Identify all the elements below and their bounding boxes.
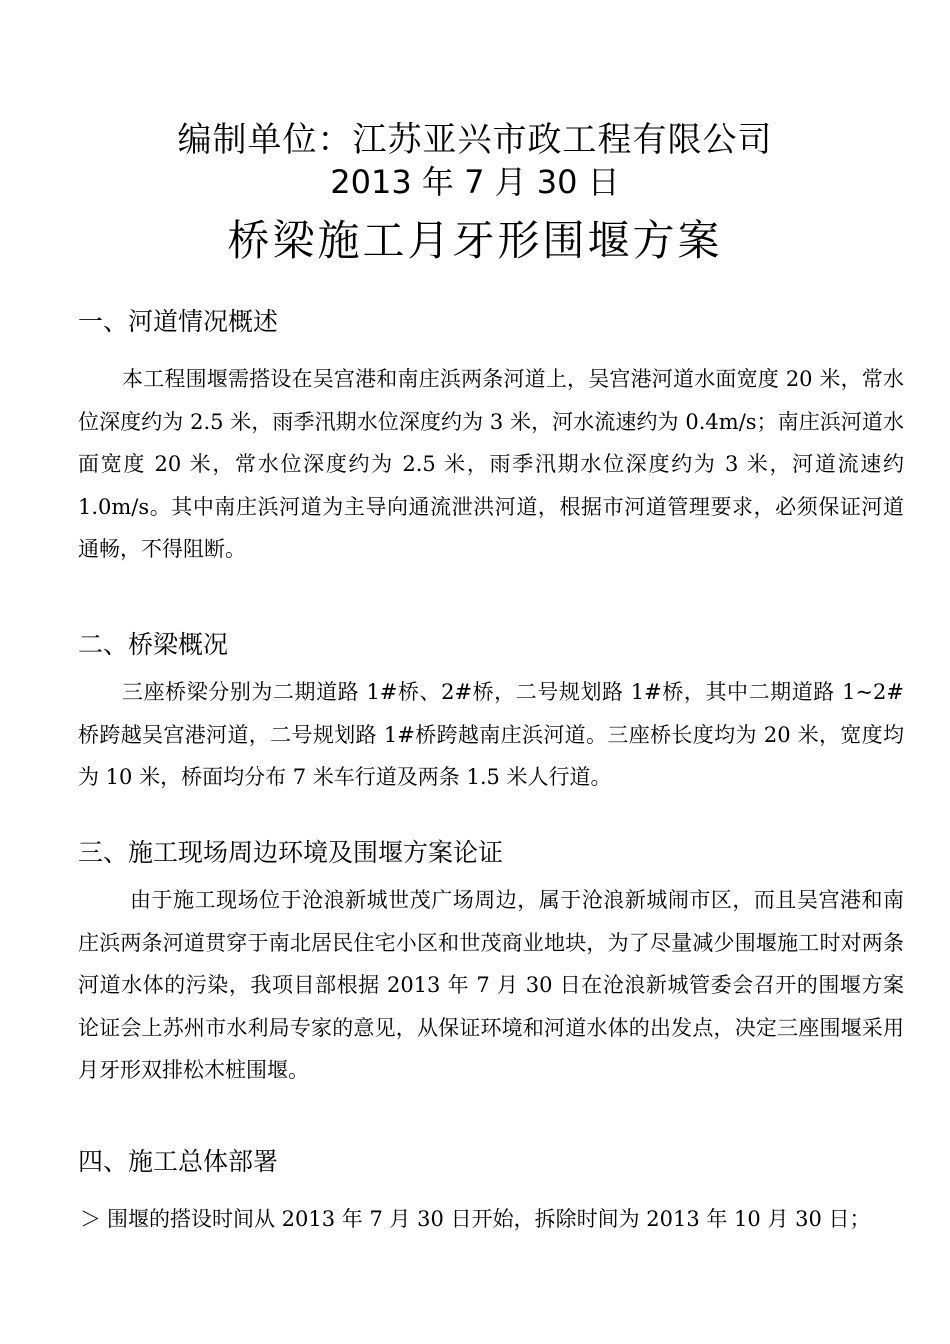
bullet-item: [80, 1201, 906, 1237]
bullet-marker: ＞: [80, 1207, 101, 1231]
organization-line: 编制单位：江苏亚兴市政工程有限公司: [177, 120, 773, 160]
document-date: 2013 年 7 月 30 日: [330, 163, 620, 201]
bullet-text: 围堰的搭设时间从 2013 年 7 月 30 日开始，拆除时间为 2013 年 10 月 30 日；: [107, 1207, 871, 1231]
document-title: 桥梁施工月牙形围堰方案: [227, 216, 723, 265]
section-heading-2: 二、桥梁概况: [78, 630, 229, 659]
section-heading-1: 一、河道情况概述: [78, 307, 279, 336]
section-paragraph-1: 本工程围堰需搭设在吴宫港和南庄浜两条河道上，吴宫港河道水面宽度 20 米，常水位深度约为 2.5 米，雨季汛期水位深度约为 3 米，河水流速约为 0.4m/s；南庄浜河道水面宽度 20 米，常水位深度约为 2.5 米，雨季汛期水位深度约为 3 米，河道流速约 1.0m/s。其中南庄浜河道为主导向通流泄洪河道，根据市河道管理要求，必须保证河道通畅，不得阻断。: [78, 367, 904, 561]
section-heading-3: 三、施工现场周边环境及围堰方案论证: [78, 838, 504, 867]
section-paragraph-3: 由于施工现场位于沧浪新城世茂广场周边，属于沧浪新城闹市区，而且吴宫港和南庄浜两条河道贯穿于南北居民住宅小区和世茂商业地块，为了尽量减少围堰施工时对两条河道水体的污染，我项目部根据 2013 年 7 月 30 日在沧浪新城管委会召开的围堰方案论证会上苏州市水利局专家的意见，从保证环境和河道水体的出发点，决定三座围堰采用月牙形双排松木桩围堰。: [78, 888, 904, 1082]
section-heading-4: 四、施工总体部署: [78, 1147, 279, 1176]
section-paragraph-2: 三座桥梁分别为二期道路 1#桥、2#桥，二号规划路 1#桥，其中二期道路 1~2#桥跨越吴宫港河道，二号规划路 1#桥跨越南庄浜河道。三座桥长度均为 20 米，宽度均为 10 米，桥面均分布 7 米车行道及两条 1.5 米人行道。: [78, 680, 904, 789]
